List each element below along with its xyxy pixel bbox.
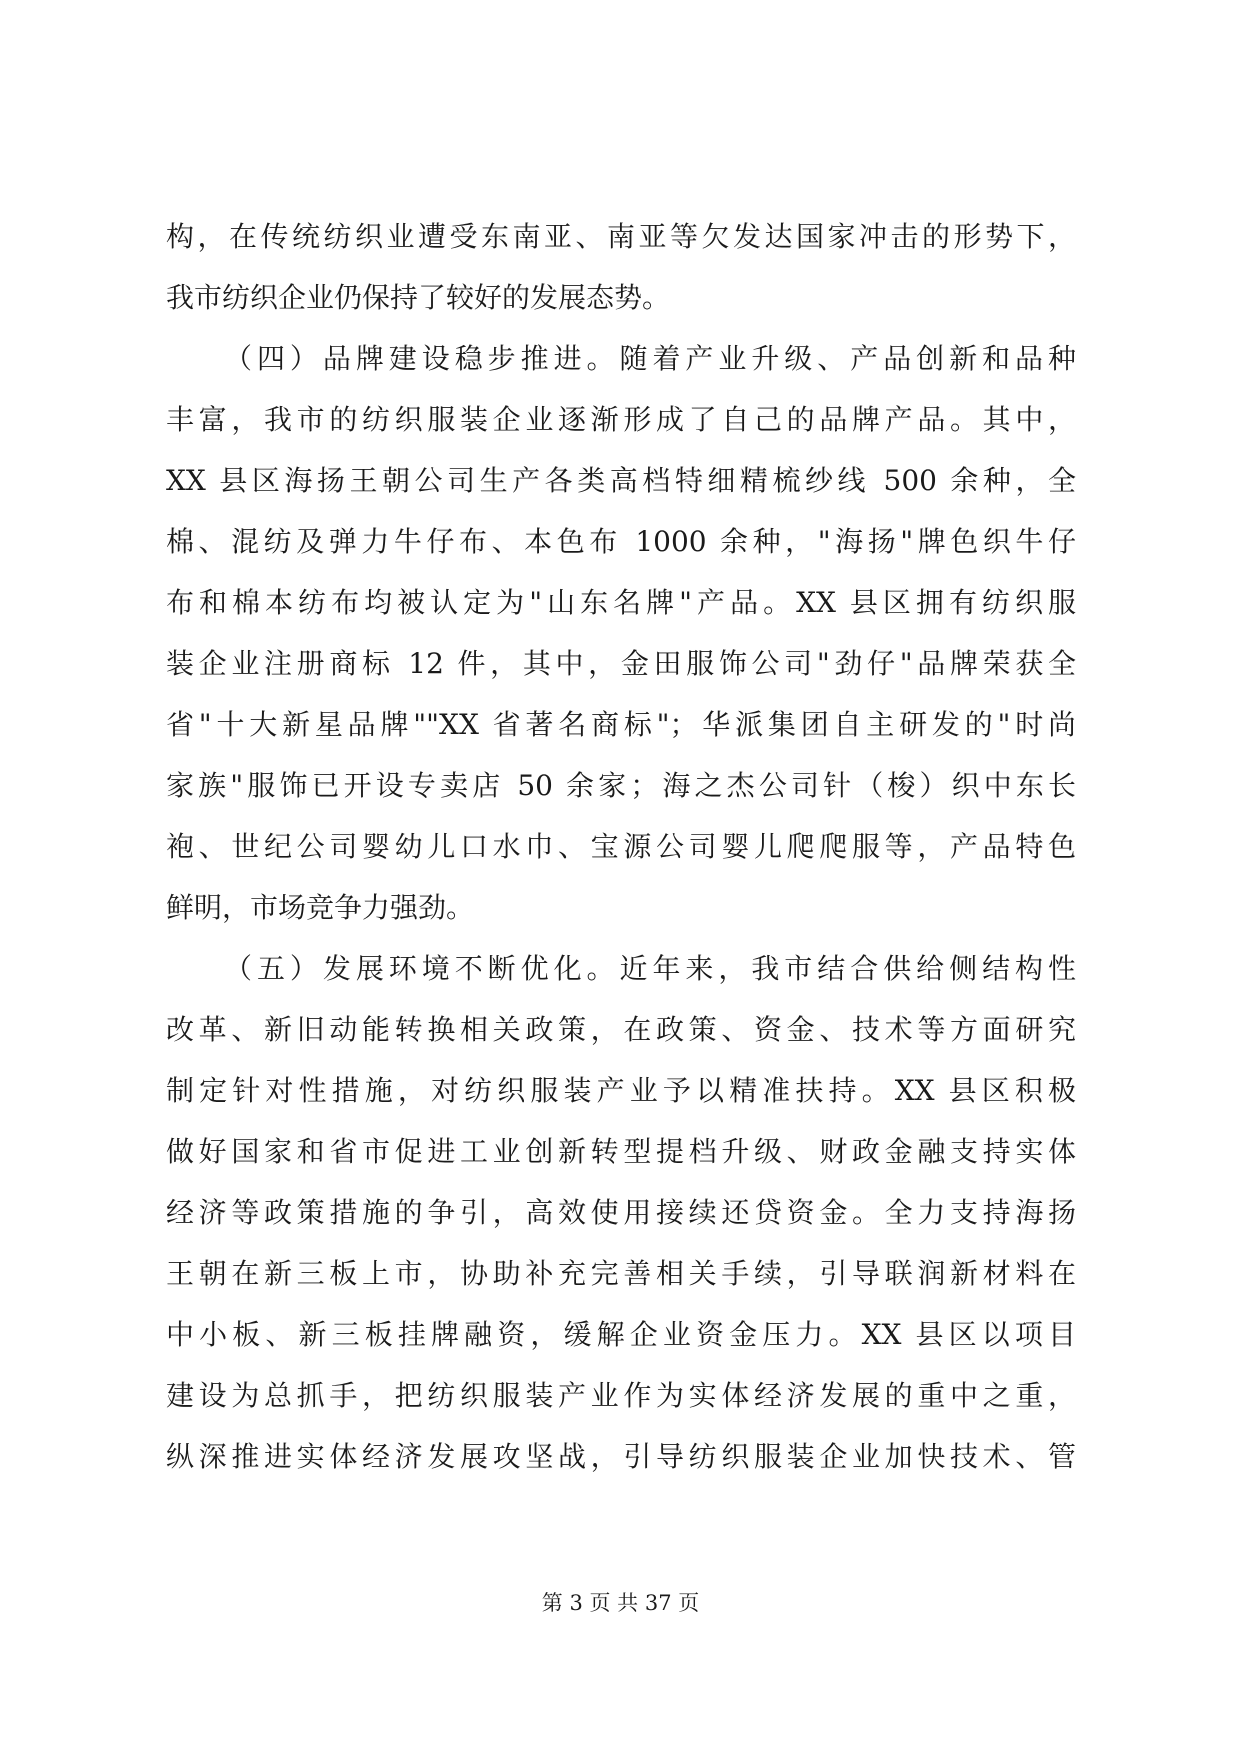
text-line: 装企业注册商标 12 件，其中，金田服饰公司"劲仔"品牌荣获全 xyxy=(166,647,1076,680)
text-line: 布和棉本纺布均被认定为"山东名牌"产品。XX 县区拥有纺织服 xyxy=(166,586,1076,619)
text-line: 鲜明，市场竞争力强劲。 xyxy=(166,891,475,924)
text-line: 中小板、新三板挂牌融资，缓解企业资金压力。XX 县区以项目 xyxy=(166,1318,1076,1351)
text-line: XX 县区海扬王朝公司生产各类高档特细精梳纱线 500 余种，全 xyxy=(166,464,1076,497)
text-line: 改革、新旧动能转换相关政策，在政策、资金、技术等方面研究 xyxy=(166,1013,1076,1046)
text-line: 家族"服饰已开设专卖店 50 余家；海之杰公司针（梭）织中东长 xyxy=(166,769,1076,802)
text-line: 制定针对性措施，对纺织服装产业予以精准扶持。XX 县区积极 xyxy=(166,1074,1076,1107)
text-line: 棉、混纺及弹力牛仔布、本色布 1000 余种，"海扬"牌色织牛仔 xyxy=(166,525,1076,558)
text-line: 建设为总抓手，把纺织服装产业作为实体经济发展的重中之重， xyxy=(166,1379,1076,1412)
text-line: 纵深推进实体经济发展攻坚战，引导纺织服装企业加快技术、管 xyxy=(166,1440,1076,1473)
text-line: 袍、世纪公司婴幼儿口水巾、宝源公司婴儿爬爬服等，产品特色 xyxy=(166,830,1076,863)
text-line: 王朝在新三板上市，协助补充完善相关手续，引导联润新材料在 xyxy=(166,1257,1076,1290)
text-line: 经济等政策措施的争引，高效使用接续还贷资金。全力支持海扬 xyxy=(166,1196,1076,1229)
text-line: 我市纺织企业仍保持了较好的发展态势。 xyxy=(166,281,671,314)
paragraph-heading-line: （五）发展环境不断优化。近年来，我市结合供给侧结构性 xyxy=(224,952,1076,985)
text-line: 构，在传统纺织业遭受东南亚、南亚等欠发达国家冲击的形势下， xyxy=(166,220,1076,253)
text-line: 丰富，我市的纺织服装企业逐渐形成了自己的品牌产品。其中， xyxy=(166,403,1076,436)
paragraph-heading-line: （四）品牌建设稳步推进。随着产业升级、产品创新和品种 xyxy=(224,342,1076,375)
page-number-footer: 第 3 页 共 37 页 xyxy=(541,1591,700,1615)
text-line: 做好国家和省市促进工业创新转型提档升级、财政金融支持实体 xyxy=(166,1135,1076,1168)
text-line: 省"十大新星品牌""XX 省著名商标"；华派集团自主研发的"时尚 xyxy=(166,708,1076,741)
body-text xyxy=(166,206,1076,1487)
